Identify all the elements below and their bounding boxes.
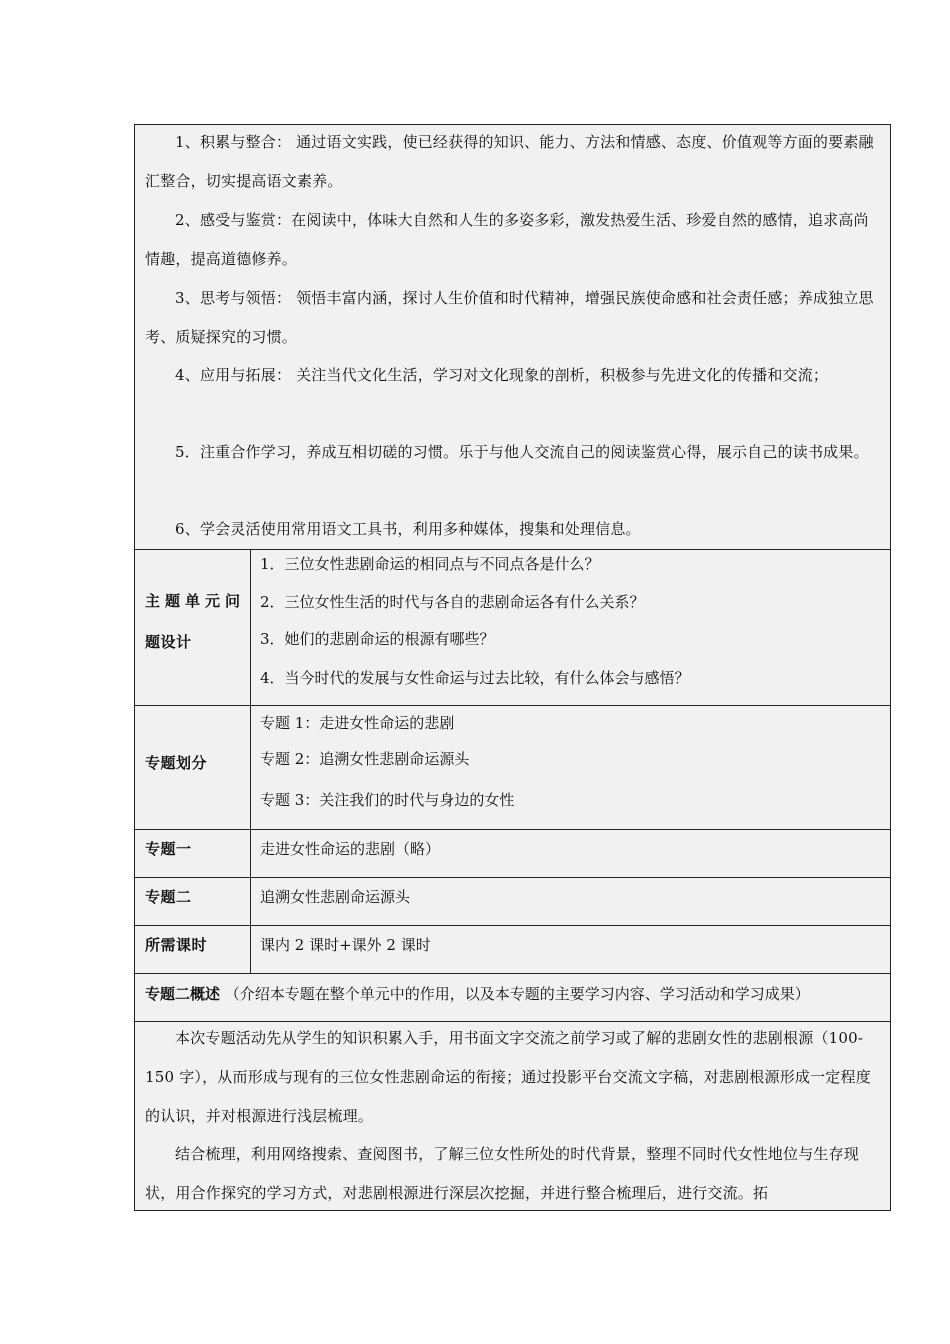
topics-label: 专题划分 — [145, 754, 208, 772]
hours-label: 所需课时 — [145, 936, 208, 954]
question-1: 1．三位女性悲剧命运的相同点与不同点各是什么？ — [260, 555, 600, 573]
topic-item-1: 专题 1：走进女性命运的悲剧 — [260, 714, 455, 732]
questions-label: 主题单元问 题设计 — [145, 592, 246, 651]
hours-value: 课内 2 课时+课外 2 课时 — [260, 936, 431, 954]
topic2-value: 追溯女性悲剧命运源头 — [260, 888, 411, 906]
topic2-label: 专题二 — [145, 888, 192, 906]
topic1-label: 专题一 — [145, 840, 192, 858]
topic-item-2: 专题 2：追溯女性悲剧命运源头 — [260, 750, 470, 768]
question-2: 2．三位女性生活的时代与各自的悲剧命运各有什么关系？ — [260, 593, 645, 611]
topic1-value: 走进女性命运的悲剧（略） — [260, 840, 441, 858]
goal-6: 6、学会灵活使用常用语文工具书，利用多种媒体，搜集和处理信息。 — [175, 520, 641, 538]
row-divider — [135, 925, 890, 926]
overview-note: （介绍本专题在整个单元中的作用，以及本专题的主要学习内容、学习活动和学习成果） — [224, 985, 810, 1003]
row-divider — [135, 877, 890, 878]
goal-1: 1、积累与整合： 通过语文实践，使已经获得的知识、能力、方法和情感、态度、价值观等方面的要素融汇整合，切实提高语文素养。 — [145, 133, 874, 190]
overview-label: 专题二概述 — [145, 985, 221, 1003]
goal-4: 4、应用与拓展： 关注当代文化生活，学习对文化现象的剖析，积极参与先进文化的传播和交流； — [175, 366, 829, 384]
row-divider — [135, 829, 890, 830]
column-divider — [250, 549, 251, 973]
topic-item-3: 专题 3：关注我们的时代与身边的女性 — [260, 791, 515, 809]
overview-paragraph-1: 本次专题活动先从学生的知识积累入手，用书面文字交流之前学习或了解的悲剧女性的悲剧根源（100-150 字），从而形成与现有的三位女性悲剧命运的衔接；通过投影平台交流文字稿，对悲剧根源形成一定程度的认识，并对根源进行浅层梳理。 — [145, 1029, 871, 1125]
row-divider — [135, 549, 890, 550]
overview-paragraph-2: 结合梳理，利用网络搜索、查阅图书，了解三位女性所处的时代背景，整理不同时代女性地位与生存现状，用合作探究的学习方式，对悲剧根源进行深层次挖掘，并进行整合梳理后，进行交流。拓 — [145, 1145, 860, 1202]
question-3: 3．她们的悲剧命运的根源有哪些？ — [260, 630, 495, 648]
row-divider — [135, 705, 890, 706]
goal-2: 2、感受与鉴赏：在阅读中，体味大自然和人生的多姿多彩，激发热爱生活、珍爱自然的感情，追求高尚情趣，提高道德修养。 — [145, 211, 869, 268]
row-divider — [135, 973, 890, 974]
unit-plan-table — [134, 124, 891, 1211]
question-4: 4．当今时代的发展与女性命运与过去比较，有什么体会与感悟？ — [260, 669, 690, 687]
goal-5: 5．注重合作学习，养成互相切磋的习惯。乐于与他人交流自己的阅读鉴赏心得，展示自己的读书成果。 — [175, 443, 869, 461]
goal-3: 3、思考与领悟： 领悟丰富内涵，探讨人生价值和时代精神，增强民族使命感和社会责任感；养成独立思考、质疑探究的习惯。 — [145, 289, 874, 346]
overview-header — [145, 983, 810, 1004]
